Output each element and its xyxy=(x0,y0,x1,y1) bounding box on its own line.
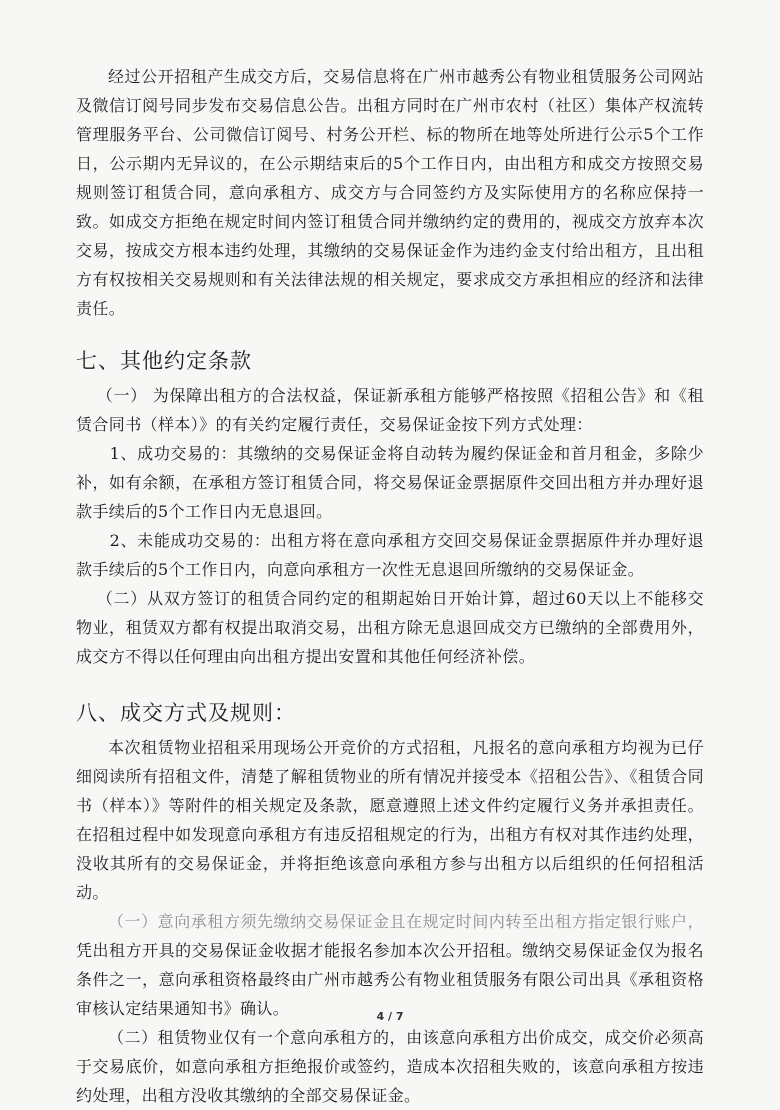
section-7-heading: 七、其他约定条款 xyxy=(76,349,252,373)
section-7-item-2: 2、未能成功交易的：出租方将在意向承租方交回交易保证金票据原件并办理好退款手续后的5个工作日内，向意向承租方一次性无息退回所缴纳的交易保证金。 xyxy=(76,531,704,579)
section-7-clause-2-part-b: 租赁双方都有权提出取消交易，出租方除无息退回成交方已缴纳的全部费用外，成交方不得以任何理由向出租方提出安置和其他任何经济补偿。 xyxy=(76,618,704,666)
intro-paragraph: 经过公开招租产生成交方后，交易信息将在广州市越秀公有物业租赁服务公司网站及微信订阅号同步发布交易信息公告。出租方同时在广州市农村（社区）集体产权流转管理服务平台、公司微信订阅号、村务公开栏、标的物所在地等处所进行公示5个工作日，公示期内无异议的，在公示期结束后的5个工作日内，由出租方和成交方按照交易规则签订租赁合同，意向承租方、成交方与合同签约方及实际使用方的名称应保持一致。如成交方拒绝在规定时间内签订租赁合同并缴纳约定的费用的，视成交方放弃本次交易，按成交方根本违约处理，其缴纳的交易保证金作为违约金支付给出租方，且出租方有权按相关交易规则和有关法律法规的相关规定，要求成交方承担相应的经济和法律责任。 xyxy=(76,67,704,318)
section-8-clause-1-part-b: 凭出租方开具的交易保证金收据才能报名参加本次公开招租。缴纳交易保证金仅为报名条件之一，意向承租资格最终由广州市越秀公有物业租赁服务有限公司出具《承租资格审核认定结果通知书》确认。 xyxy=(76,941,704,1018)
section-8-heading: 八、成交方式及规则： xyxy=(76,701,296,725)
section-7-clause-1: （一） 为保障出租方的合法权益，保证新承租方能够严格按照《招租公告》和《租赁合同书（样本）》的有关约定履行责任，交易保证金按下列方式处理： xyxy=(76,386,704,434)
section-8-clause-1-part-a: （一）意向承租方须先缴纳交易保证金且在规定时间内转至出租方指定银行账户， xyxy=(108,912,704,931)
section-8-clause-1 xyxy=(76,907,704,1023)
section-8-intro: 本次租赁物业招租采用现场公开竞价的方式招租，凡报名的意向承租方均视为已仔细阅读所有招租文件，清楚了解租赁物业的所有情况并接受本《招租公告》、《租赁合同书（样本）》等附件的相关规定及条款，愿意遵照上述文件约定履行义务并承担责任。在招租过程中如发现意向承租方有违反招租规定的行为，出租方有权对其作违约处理，没收其所有的交易保证金，并将拒绝该意向承租方参与出租方以后组织的任何招租活动。 xyxy=(76,738,704,902)
section-8-clause-2: （二）租赁物业仅有一个意向承租方的，由该意向承租方出价成交，成交价必须高于交易底价，如意向承租方拒绝报价或签约，造成本次招租失败的，该意向承租方按违约处理，出租方没收其缴纳的全部交易保证金。 xyxy=(76,1028,704,1105)
page-number: 4 / 7 xyxy=(376,1010,404,1023)
section-7-clause-2 xyxy=(76,584,704,671)
section-7-item-1: 1、成功交易的：其缴纳的交易保证金将自动转为履约保证金和首月租金，多除少补，如有余额，在承租方签订租赁合同，将交易保证金票据原件交回出租方并办理好退款手续后的5个工作日内无息退回。 xyxy=(76,444,704,521)
section-7-clause-2-part-a: （二）从双方签订的租赁合同约定的租期起始日开始计算，超过60天以上不能移交物业， xyxy=(76,589,704,637)
